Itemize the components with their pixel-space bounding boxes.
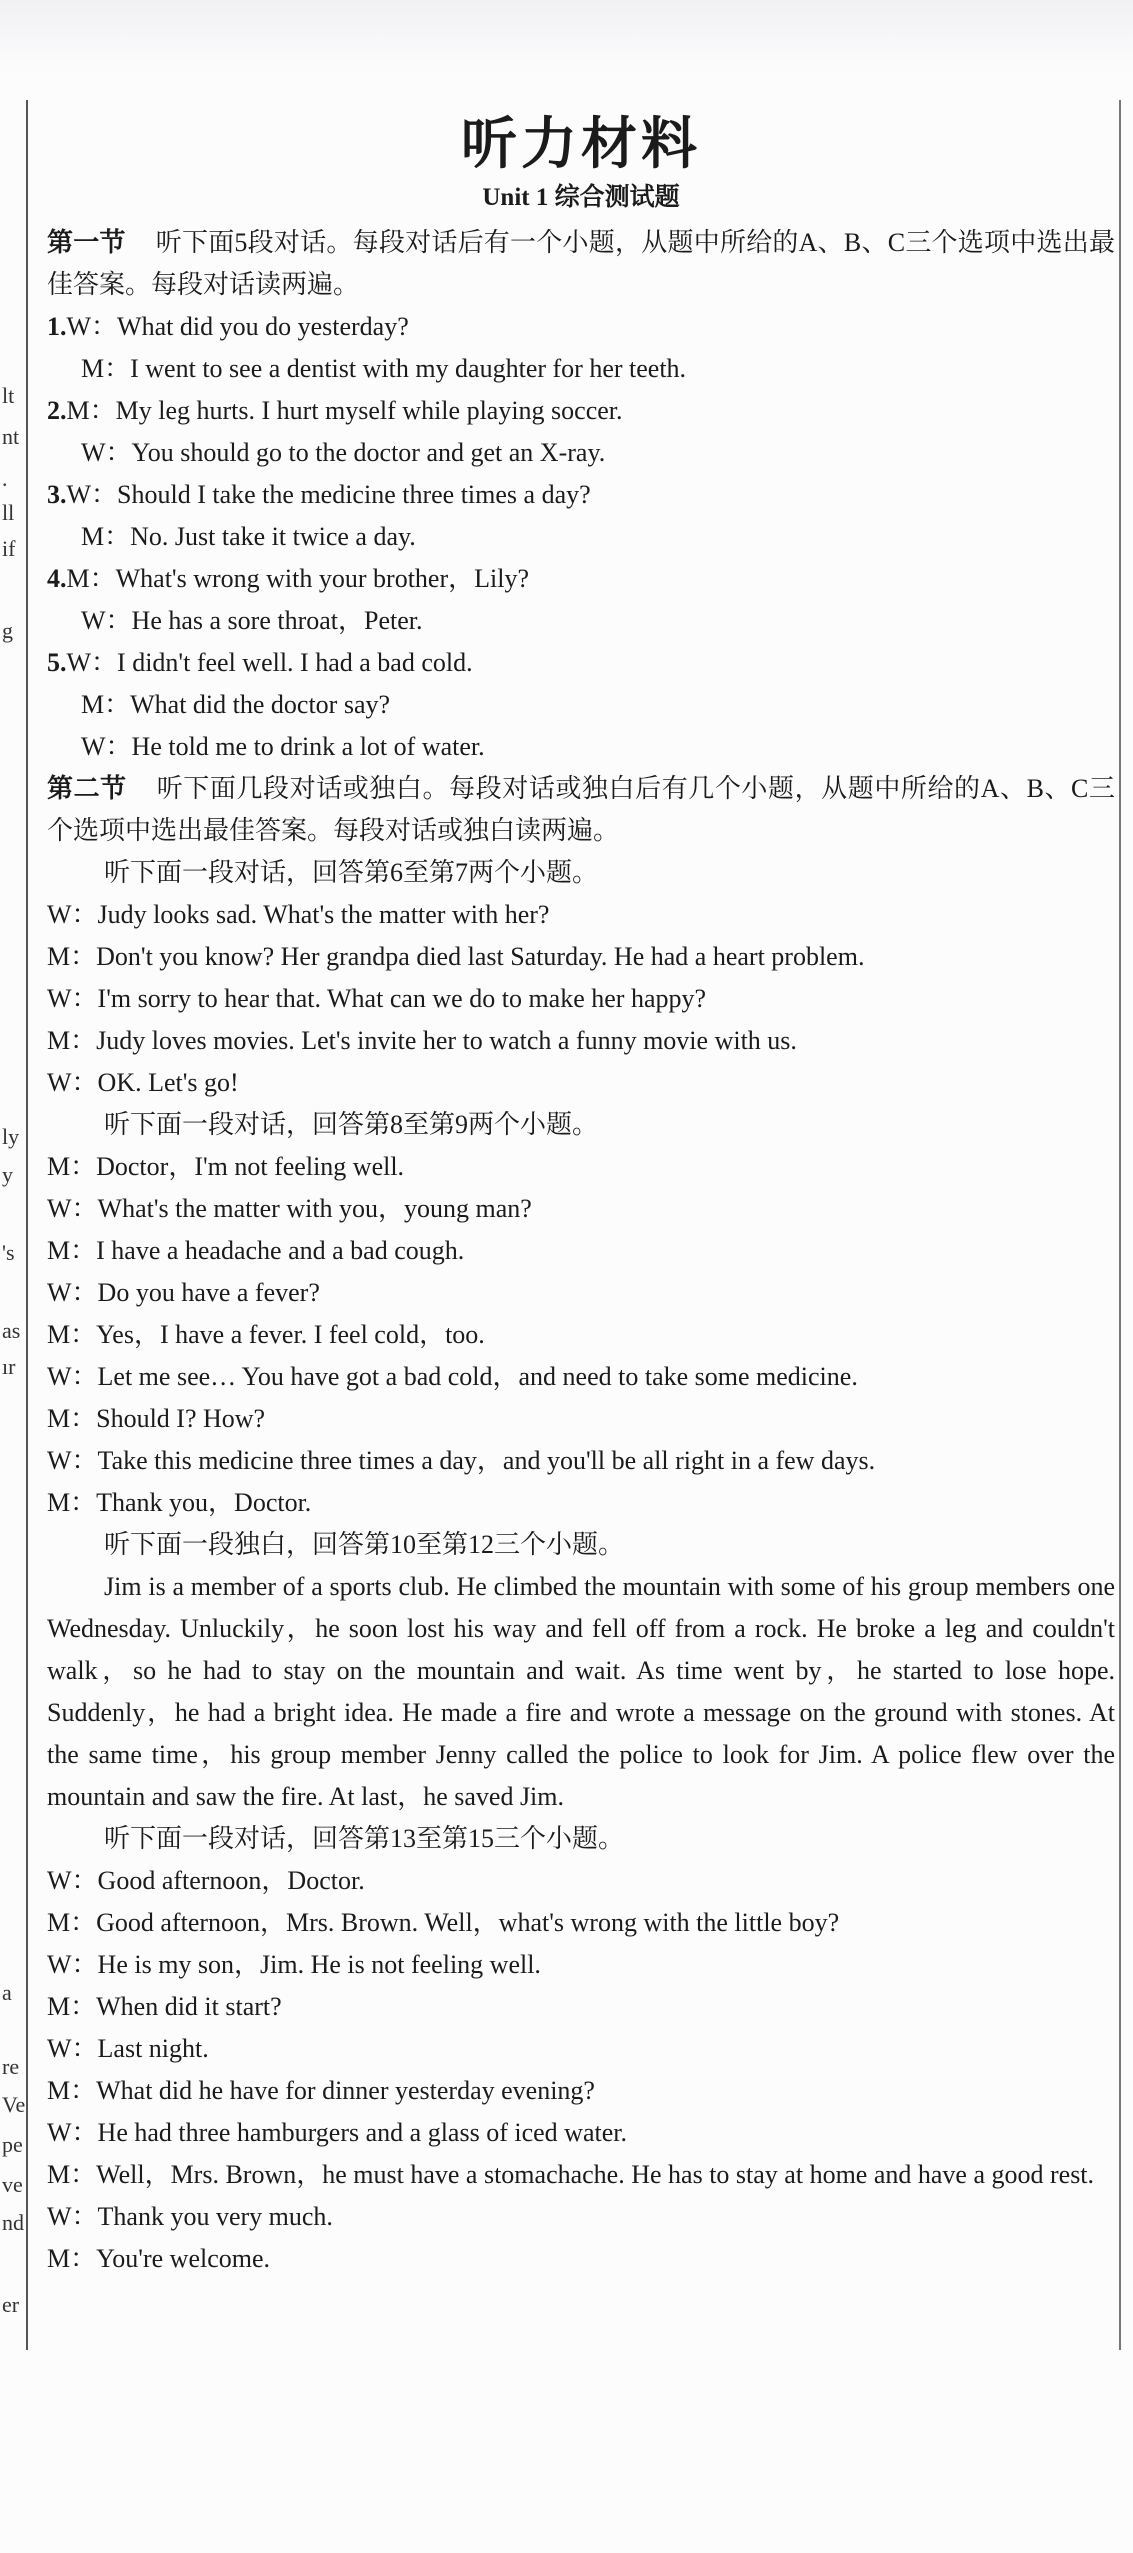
scan-shadow <box>0 0 1133 70</box>
dialogue-line: M：Well，Mrs. Brown，he must have a stomachache. He has to stay at home and have a good rest. <box>47 2160 1095 2189</box>
part-heading: 听下面一段对话，回答第8至第9两个小题。 <box>104 1110 599 1139</box>
dialogue-line: M：You're welcome. <box>47 2244 271 2273</box>
dialogue-line <box>47 642 1115 684</box>
dialogue-line: M：Thank you，Doctor. <box>47 1488 312 1517</box>
margin-fragment: re <box>2 2054 20 2079</box>
dialogue-line: W：Do you have a fever? <box>47 1278 320 1307</box>
margin-fragment: lt <box>2 383 15 408</box>
dialogue-line: W：What's the matter with you，young man? <box>47 1194 532 1223</box>
margin-fragment: 's <box>2 1240 15 1265</box>
margin-fragment: nt <box>2 424 20 449</box>
line-text: W：I didn't feel well. I had a bad cold. <box>66 648 473 677</box>
margin-fragment: as <box>2 1318 21 1343</box>
dialogue-2 <box>47 390 1115 474</box>
margin-fragment: Ve <box>2 2092 26 2117</box>
page-title: 听力材料 <box>461 111 701 177</box>
dialogue-line: W：You should go to the doctor and get an X-ray. <box>81 438 606 467</box>
question-number: 2. <box>47 396 67 425</box>
dialogue-line: M：No. Just take it twice a day. <box>81 522 416 551</box>
dialogue-line: W：Let me see… You have got a bad cold，and need to take some medicine. <box>47 1362 858 1391</box>
dialogue-line: M：Doctor，I'm not feeling well. <box>47 1152 405 1181</box>
dialogue-line: M：What did he have for dinner yesterday evening? <box>47 2076 595 2105</box>
part-q8-9 <box>47 1104 1115 1524</box>
margin-fragment: a <box>2 1980 12 2005</box>
dialogue-line <box>47 474 1115 516</box>
margin-fragment: ve <box>2 2172 23 2197</box>
dialogue-line: W：He had three hamburgers and a glass of iced water. <box>47 2118 627 2147</box>
part-heading: 听下面一段对话，回答第13至第15三个小题。 <box>104 1824 625 1853</box>
line-text: W：What did you do yesterday? <box>66 312 409 341</box>
part-heading: 听下面一段对话，回答第6至第7两个小题。 <box>104 858 599 887</box>
question-number: 5. <box>47 648 67 677</box>
dialogue-line: W：He told me to drink a lot of water. <box>81 732 485 761</box>
line-text: M：What's wrong with your brother，Lily? <box>66 564 529 593</box>
dialogue-line: W：Thank you very much. <box>47 2202 333 2231</box>
dialogue-line: W：Good afternoon，Doctor. <box>47 1866 365 1895</box>
margin-fragment: . <box>2 466 8 491</box>
margin-fragment: ır <box>2 1354 16 1379</box>
dialogue-line: M：Don't you know? Her grandpa died last Saturday. He had a heart problem. <box>47 942 865 971</box>
margin-fragment: er <box>2 2292 20 2317</box>
dialogue-line: M：Good afternoon，Mrs. Brown. Well，what's wrong with the little boy? <box>47 1908 840 1937</box>
section-2-label: 第二节 <box>47 774 127 803</box>
part-heading: 听下面一段独白，回答第10至第12三个小题。 <box>104 1530 625 1559</box>
dialogue-line: M：Yes，I have a fever. I feel cold，too. <box>47 1320 485 1349</box>
dialogue-line: M：What did the doctor say? <box>81 690 391 719</box>
dialogue-line: M：Judy loves movies. Let's invite her to watch a funny movie with us. <box>47 1026 797 1055</box>
dialogue-line: W：I'm sorry to hear that. What can we do to make her happy? <box>47 984 707 1013</box>
unit-subtitle: Unit 1 综合测试题 <box>482 184 680 211</box>
question-number: 1. <box>47 312 67 341</box>
question-number: 4. <box>47 564 67 593</box>
section-2-instruction <box>47 768 1115 852</box>
line-text: W：Should I take the medicine three times a day? <box>66 480 591 509</box>
dialogue-1 <box>47 306 1115 390</box>
margin-fragment: y <box>2 1162 13 1187</box>
dialogue-line <box>47 558 1115 600</box>
dialogue-line: M：I have a headache and a bad cough. <box>47 1236 465 1265</box>
listening-material <box>47 108 1115 2280</box>
margin-fragment: pe <box>2 2132 23 2157</box>
margin-fragment: nd <box>2 2210 24 2235</box>
monologue-paragraph: Jim is a member of a sports club. He climbed the mountain with some of his group members one Wednesday. Unluckily，he soon lost his way and fell off from a rock. He broke a leg and couldn't walk，so he had to stay on the mountain and wait. As time went by，he started to lose hope. Suddenly，he had a bright idea. He made a fire and wrote a message on the ground with stones. At the same time，his group member Jenny called the police to look for Jim. A police flew over the mountain and saw the fire. At last，he saved Jim. <box>47 1572 1115 1811</box>
dialogue-3 <box>47 474 1115 558</box>
dialogue-line <box>47 306 1115 348</box>
dialogue-line: W：Last night. <box>47 2034 209 2063</box>
line-text: M：My leg hurts. I hurt myself while playing soccer. <box>66 396 623 425</box>
dialogue-line: W：He has a sore throat，Peter. <box>81 606 423 635</box>
dialogue-4 <box>47 558 1115 642</box>
question-number: 3. <box>47 480 67 509</box>
section-1-label: 第一节 <box>47 228 126 257</box>
dialogue-line: W：Judy looks sad. What's the matter with her? <box>47 900 550 929</box>
margin-fragment: g <box>2 618 13 643</box>
dialogue-line: M：When did it start? <box>47 1992 282 2021</box>
margin-fragment: if <box>2 536 16 561</box>
part-q6-7 <box>47 852 1115 1104</box>
previous-page-margin <box>0 0 26 2553</box>
section-1-instruction <box>47 222 1115 306</box>
dialogue-line: M：Should I? How? <box>47 1404 266 1433</box>
dialogue-line: W：OK. Let's go! <box>47 1068 239 1097</box>
dialogue-line: M：I went to see a dentist with my daughter for her teeth. <box>81 354 687 383</box>
part-q10-12 <box>47 1524 1115 1818</box>
margin-fragment: ly <box>2 1124 20 1149</box>
dialogue-line: W：Take this medicine three times a day，and you'll be all right in a few days. <box>47 1446 876 1475</box>
dialogue-line: W：He is my son，Jim. He is not feeling well. <box>47 1950 541 1979</box>
section-1-instruction-text: 听下面5段对话。每段对话后有一个小题，从题中所给的A、B、C三个选项中选出最佳答案。每段对话读两遍。 <box>47 228 1115 299</box>
section-2-instruction-text: 听下面几段对话或独白。每段对话或独白后有几个小题，从题中所给的A、B、C三个选项中选出最佳答案。每段对话或独白读两遍。 <box>47 774 1115 845</box>
dialogue-5 <box>47 642 1115 768</box>
left-column-rule <box>26 100 28 2350</box>
dialogue-line <box>47 390 1115 432</box>
right-column-rule <box>1119 100 1121 2350</box>
part-q13-15 <box>47 1818 1115 2280</box>
margin-fragment: ll <box>2 500 15 525</box>
